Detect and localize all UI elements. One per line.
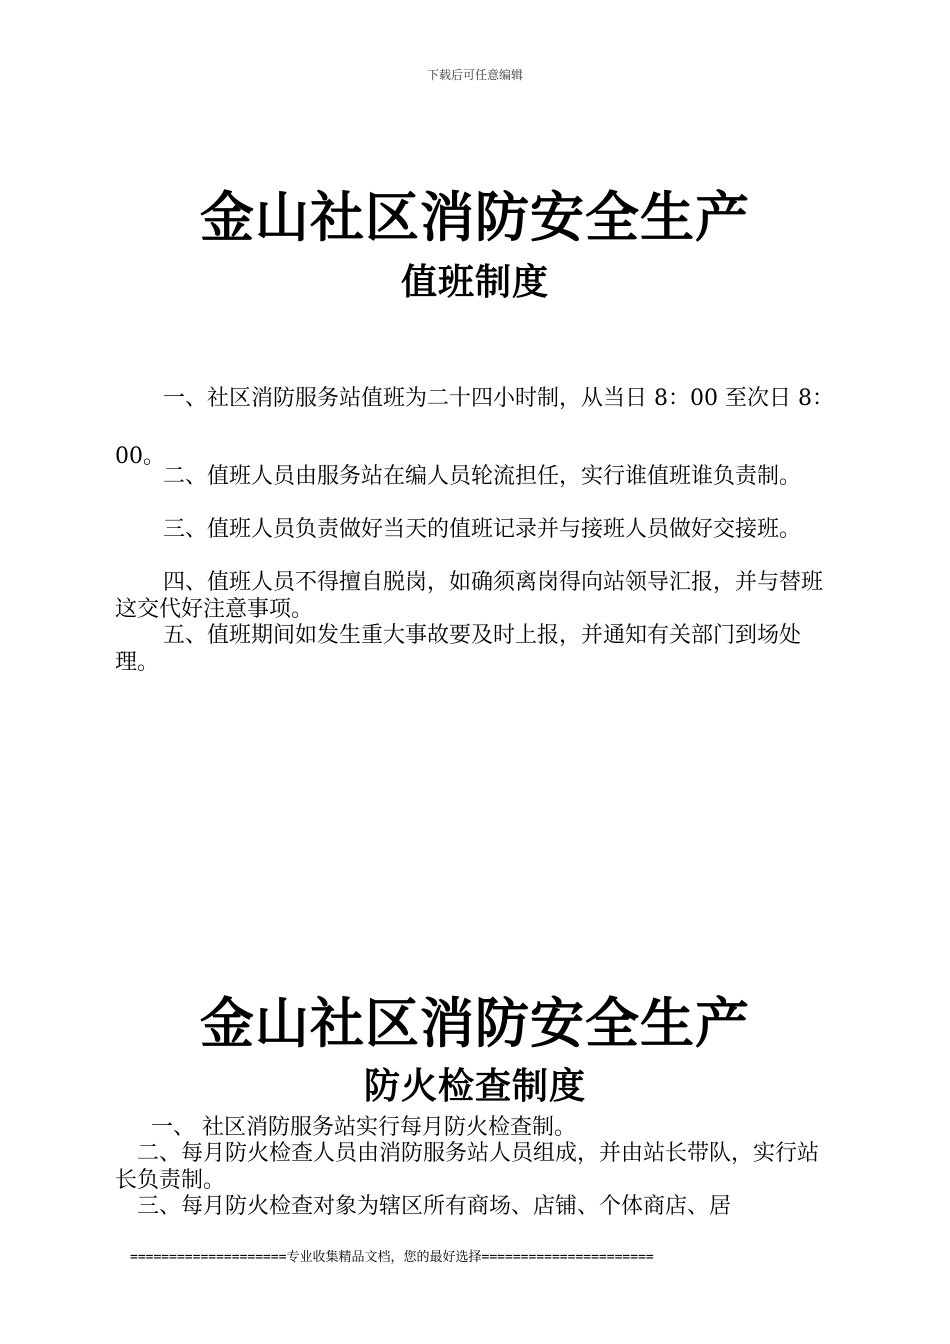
section1-subtitle: 值班制度	[400, 262, 549, 303]
section2-subtitle: 防火检查制度	[363, 1066, 586, 1107]
section1-paragraph-3: 三、值班人员负责做好当天的值班记录并与接班人员做好交接班。	[163, 517, 802, 542]
section1-title: 金山社区消防安全生产	[200, 186, 750, 249]
section1-paragraph-2: 二、值班人员由服务站在编人员轮流担任，实行谁值班谁负责制。	[163, 464, 802, 489]
section2-paragraph-1: 一、 社区消防服务站实行每月防火检查制。	[151, 1115, 576, 1140]
section1-paragraph-4: 四、值班人员不得擅自脱岗，如确须离岗得向站领导汇报，并与替班这交代好注意事项。	[115, 570, 824, 622]
section2-paragraph-2: 二、每月防火检查人员由消防服务站人员组成，并由站长带队，实行站长负责制。	[115, 1141, 820, 1193]
section1-paragraph-5: 五、值班期间如发生重大事故要及时上报，并通知有关部门到场处理。	[115, 623, 802, 675]
section2-title: 金山社区消防安全生产	[200, 992, 750, 1055]
section1-paragraph-1: 一、社区消防服务站值班为二十四小时制，从当日 8：00 至次日 8：00。	[115, 386, 834, 469]
section2-paragraph-3: 三、每月防火检查对象为辖区所有商场、店铺、个体商店、居	[137, 1194, 732, 1219]
header-note: 下载后可任意编辑	[426, 68, 523, 82]
footer-note: ====================专业收集精品文档，您的最好选择======================	[130, 1250, 654, 1265]
